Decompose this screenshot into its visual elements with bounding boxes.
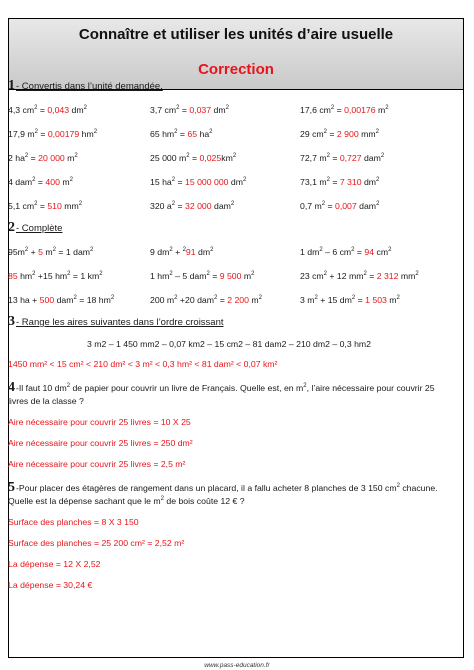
section-3-number: 3 bbox=[8, 314, 15, 329]
term: dam bbox=[54, 295, 74, 305]
equals-sign: = bbox=[37, 105, 48, 115]
conversion-item bbox=[300, 177, 450, 187]
given-value: 4,3 cm bbox=[8, 105, 35, 115]
superscript-2: 2 bbox=[169, 247, 173, 254]
target-unit: m bbox=[59, 177, 70, 187]
superscript-2: 2 bbox=[225, 105, 229, 112]
answer-value: 0,025 bbox=[199, 153, 222, 163]
superscript-2: 2 bbox=[258, 295, 262, 302]
exercise-row bbox=[8, 170, 450, 194]
equals-sign: = bbox=[329, 153, 340, 163]
exercise-row bbox=[8, 194, 450, 218]
answer-value: 0,00179 bbox=[47, 129, 80, 139]
term: cm bbox=[374, 247, 389, 257]
answer-value: 400 bbox=[45, 177, 60, 187]
superscript-2: 2 bbox=[32, 271, 36, 278]
exercise-row bbox=[8, 98, 450, 122]
term: m bbox=[248, 295, 259, 305]
target-unit: dm bbox=[228, 177, 243, 187]
term: – 5 dam bbox=[172, 271, 207, 281]
superscript-2: 2 bbox=[351, 295, 356, 302]
section-2-title bbox=[8, 220, 450, 240]
section-5-text-part1: -Pour placer des étagères de rangement dans un placard, il a fallu acheter 8 planches de 3 150 cm bbox=[16, 483, 397, 493]
conversion-item bbox=[8, 177, 150, 187]
given-value: 17,9 m bbox=[8, 129, 35, 139]
target-unit: km bbox=[221, 153, 233, 163]
given-value: 72,7 m bbox=[300, 153, 327, 163]
equals-sign: = bbox=[325, 201, 335, 211]
equals-sign: = bbox=[37, 201, 48, 211]
completion-item bbox=[150, 295, 300, 305]
term: +15 hm bbox=[35, 271, 68, 281]
term: mm bbox=[398, 271, 416, 281]
term: + bbox=[172, 247, 183, 257]
superscript-2: 2 bbox=[171, 177, 176, 184]
section-1-label: - Convertis dans l’unité demandée. bbox=[16, 81, 163, 92]
given-value: 15 ha bbox=[150, 177, 172, 187]
section-2-number: 2 bbox=[8, 220, 15, 235]
term: m bbox=[43, 247, 53, 257]
answer-value: 0,043 bbox=[47, 105, 70, 115]
section-5-text-part3: de bois coûte 12 € ? bbox=[163, 496, 245, 506]
answer-line: Surface des planches = 8 X 3 150 bbox=[8, 517, 139, 527]
conversion-item bbox=[150, 201, 300, 211]
term: = 18 hm bbox=[76, 295, 111, 305]
section-4-answers bbox=[8, 412, 450, 475]
superscript-2: 2 bbox=[385, 105, 389, 112]
conversion-item bbox=[150, 105, 300, 115]
section-3-label: - Range les aires suivantes dans l’ordre croissant bbox=[16, 317, 224, 328]
answer-line: Aire nécessaire pour couvrir 25 livres = 250 dm² bbox=[8, 438, 193, 448]
superscript-2: 2 bbox=[330, 105, 335, 112]
conversion-item bbox=[300, 129, 450, 139]
superscript-2: 2 bbox=[186, 153, 190, 160]
superscript-2: 2 bbox=[176, 105, 180, 112]
answer-value: 32 000 bbox=[185, 201, 212, 211]
equals-sign: = bbox=[175, 201, 185, 211]
target-unit: dam bbox=[211, 201, 231, 211]
answer-value: 65 bbox=[187, 129, 198, 139]
equals-sign: = bbox=[35, 177, 46, 187]
exercise-row bbox=[8, 146, 450, 170]
term: = 1 dam bbox=[56, 247, 91, 257]
conversion-item bbox=[8, 153, 150, 163]
term: 9 dm bbox=[150, 247, 170, 257]
section-3-list: 3 m2 – 1 450 mm2 – 0,07 km2 – 15 cm2 – 81 dam2 – 210 dm2 – 0,3 hm2 bbox=[87, 339, 371, 349]
completion-item bbox=[150, 271, 300, 281]
given-value: 17,6 cm bbox=[300, 105, 331, 115]
term: + 15 dm bbox=[317, 295, 352, 305]
section-2-label: - Complète bbox=[16, 223, 63, 234]
equals-sign: = bbox=[177, 129, 188, 139]
term: dm bbox=[195, 247, 211, 257]
given-value: 0,7 m bbox=[300, 201, 322, 211]
term: = bbox=[355, 295, 366, 305]
answer-value: 0,037 bbox=[189, 105, 212, 115]
answer-value: 0,007 bbox=[334, 201, 357, 211]
completion-item bbox=[300, 247, 450, 257]
superscript-2: 2 bbox=[182, 247, 186, 254]
superscript-2: 2 bbox=[34, 201, 38, 208]
target-unit: ha bbox=[197, 129, 210, 139]
answer-value: 0,727 bbox=[339, 153, 362, 163]
term: 95m bbox=[8, 247, 25, 257]
term: hm bbox=[17, 271, 33, 281]
answer-value: 85 bbox=[8, 271, 18, 281]
equals-sign: = bbox=[334, 105, 345, 115]
superscript-2: 2 bbox=[174, 129, 178, 136]
superscript-2: 2 bbox=[351, 247, 355, 254]
answer-value: 1 503 bbox=[365, 295, 387, 305]
term: m bbox=[241, 271, 252, 281]
answer-value: 9 500 bbox=[219, 271, 242, 281]
superscript-2: 2 bbox=[319, 247, 323, 254]
section-4-question bbox=[8, 381, 450, 408]
superscript-2: 2 bbox=[206, 271, 210, 278]
superscript-2: 2 bbox=[99, 271, 103, 278]
superscript-2: 2 bbox=[415, 271, 419, 278]
term: + bbox=[28, 247, 39, 257]
conversion-item bbox=[150, 129, 300, 139]
answer-value: 500 bbox=[39, 295, 55, 305]
superscript-2: 2 bbox=[90, 247, 94, 254]
exercise-row bbox=[8, 264, 450, 288]
target-unit: m bbox=[375, 105, 386, 115]
completion-item bbox=[8, 247, 150, 257]
superscript-2: 2 bbox=[396, 483, 400, 490]
completion-item bbox=[8, 271, 150, 281]
term: + 12 mm bbox=[327, 271, 364, 281]
superscript-2: 2 bbox=[83, 105, 87, 112]
superscript-2: 2 bbox=[251, 271, 255, 278]
equals-sign: = bbox=[179, 105, 190, 115]
section-4-text-part3: , l’aire nécessaire pour couvrir 25 livres de la classe ? bbox=[8, 383, 435, 406]
equals-sign: = bbox=[37, 129, 48, 139]
term: 1 hm bbox=[150, 271, 170, 281]
equals-sign: = bbox=[28, 153, 39, 163]
target-unit: mm bbox=[358, 129, 376, 139]
superscript-2: 2 bbox=[303, 383, 307, 390]
target-unit: dam bbox=[356, 201, 377, 211]
section-3-answer: 1450 mm² < 15 cm² < 210 dm² < 3 m² < 0,3 hm² < 81 dam² < 0,07 km² bbox=[8, 359, 278, 369]
superscript-2: 2 bbox=[160, 496, 164, 503]
superscript-2: 2 bbox=[242, 177, 247, 184]
equals-sign: = bbox=[175, 177, 185, 187]
superscript-2: 2 bbox=[323, 271, 328, 278]
answer-line: Aire nécessaire pour couvrir 25 livres = 10 X 25 bbox=[8, 417, 191, 427]
section-5-question bbox=[8, 481, 450, 508]
target-unit: dm bbox=[69, 105, 84, 115]
given-value: 4 dam bbox=[8, 177, 33, 187]
target-unit: dam bbox=[361, 153, 381, 163]
answer-value: 20 000 bbox=[38, 153, 65, 163]
superscript-2: 2 bbox=[34, 105, 38, 112]
superscript-2: 2 bbox=[67, 271, 71, 278]
given-value: 29 cm bbox=[300, 129, 324, 139]
section-5-answers bbox=[8, 512, 450, 596]
footer-url: www.pass-education.fr bbox=[204, 662, 270, 669]
superscript-2: 2 bbox=[363, 271, 367, 278]
worksheet-content bbox=[8, 78, 450, 596]
term: = bbox=[209, 271, 220, 281]
term: 1 dm bbox=[300, 247, 320, 257]
superscript-2: 2 bbox=[210, 247, 214, 254]
superscript-2: 2 bbox=[375, 129, 379, 136]
term: = bbox=[217, 295, 228, 305]
equals-sign: = bbox=[327, 129, 337, 139]
answer-line: Aire nécessaire pour couvrir 25 livres = 2,5 m² bbox=[8, 459, 186, 469]
answer-value: 2 200 bbox=[227, 295, 249, 305]
given-value: 65 hm bbox=[150, 129, 175, 139]
superscript-2: 2 bbox=[24, 247, 29, 254]
superscript-2: 2 bbox=[74, 153, 78, 160]
answer-line: La dépense = 30,24 € bbox=[8, 580, 93, 590]
exercise-row bbox=[8, 240, 450, 264]
conversion-item bbox=[300, 153, 450, 163]
superscript-2: 2 bbox=[321, 201, 326, 208]
target-unit: dm bbox=[211, 105, 226, 115]
term: 3 m bbox=[300, 295, 315, 305]
superscript-2: 2 bbox=[376, 177, 380, 184]
superscript-2: 2 bbox=[171, 201, 176, 208]
conversion-item bbox=[150, 153, 300, 163]
answer-value: 510 bbox=[47, 201, 62, 211]
superscript-2: 2 bbox=[314, 295, 318, 302]
superscript-2: 2 bbox=[169, 271, 173, 278]
exercise-row bbox=[8, 288, 450, 312]
term: 23 cm bbox=[300, 271, 324, 281]
answer-value: 91 bbox=[185, 247, 196, 257]
conversion-item bbox=[8, 105, 150, 115]
superscript-2: 2 bbox=[326, 153, 330, 160]
superscript-2: 2 bbox=[380, 153, 385, 160]
superscript-2: 2 bbox=[32, 177, 36, 184]
superscript-2: 2 bbox=[66, 383, 71, 390]
superscript-2: 2 bbox=[69, 177, 73, 184]
given-value: 73,1 m bbox=[300, 177, 327, 187]
answer-value: 2 900 bbox=[336, 129, 359, 139]
section-4-number: 4 bbox=[8, 380, 15, 395]
section-4-text-part1: -Il faut 10 dm bbox=[16, 383, 67, 393]
superscript-2: 2 bbox=[388, 247, 392, 254]
superscript-2: 2 bbox=[213, 295, 218, 302]
target-unit: dm bbox=[361, 177, 377, 187]
superscript-2: 2 bbox=[326, 177, 330, 184]
completion-item bbox=[8, 295, 150, 305]
section-2-exercises bbox=[8, 240, 450, 312]
term: = 1 km bbox=[70, 271, 100, 281]
superscript-2: 2 bbox=[93, 129, 98, 136]
section-4-text-part2: de papier pour couvrir un livre de Français. Quelle est, en m bbox=[70, 383, 304, 393]
superscript-2: 2 bbox=[209, 129, 213, 136]
answer-value: 94 bbox=[364, 247, 375, 257]
answer-line: Surface des planches = 25 200 cm² = 2,52 m² bbox=[8, 538, 185, 548]
given-value: 320 a bbox=[150, 201, 172, 211]
target-unit: m bbox=[64, 153, 75, 163]
target-unit: mm bbox=[61, 201, 79, 211]
equals-sign: = bbox=[189, 153, 200, 163]
superscript-2: 2 bbox=[174, 295, 178, 302]
answer-value: 0,00176 bbox=[344, 105, 376, 115]
superscript-2: 2 bbox=[52, 247, 56, 254]
conversion-item bbox=[8, 129, 150, 139]
term: = bbox=[366, 271, 377, 281]
completion-item bbox=[150, 247, 300, 257]
conversion-item bbox=[150, 177, 300, 187]
superscript-2: 2 bbox=[230, 201, 235, 208]
given-value: 2 ha bbox=[8, 153, 25, 163]
section-1-exercises bbox=[8, 98, 450, 218]
answer-value: 2 312 bbox=[376, 271, 399, 281]
given-value: 25 000 m bbox=[150, 153, 187, 163]
page-subtitle: Correction bbox=[198, 61, 274, 78]
superscript-2: 2 bbox=[110, 295, 115, 302]
term: m bbox=[386, 295, 397, 305]
exercise-row bbox=[8, 122, 450, 146]
section-3-title bbox=[8, 314, 450, 334]
term: 200 m bbox=[150, 295, 175, 305]
superscript-2: 2 bbox=[232, 153, 237, 160]
answer-value: 7 310 bbox=[339, 177, 362, 187]
superscript-2: 2 bbox=[24, 153, 29, 160]
conversion-item bbox=[8, 201, 150, 211]
superscript-2: 2 bbox=[78, 201, 83, 208]
equals-sign: = bbox=[329, 177, 340, 187]
conversion-item bbox=[300, 201, 450, 211]
section-1-title bbox=[8, 78, 450, 98]
page-title: Connaître et utiliser les unités d’aire usuelle bbox=[78, 26, 394, 43]
answer-line: La dépense = 12 X 2,52 bbox=[8, 559, 101, 569]
superscript-2: 2 bbox=[323, 129, 328, 136]
term: = bbox=[354, 247, 365, 257]
term: 13 ha + bbox=[8, 295, 40, 305]
superscript-2: 2 bbox=[396, 295, 400, 302]
term: +20 dam bbox=[177, 295, 214, 305]
superscript-2: 2 bbox=[73, 295, 77, 302]
completion-item bbox=[300, 271, 450, 281]
answer-value: 5 bbox=[38, 247, 43, 257]
target-unit: hm bbox=[79, 129, 94, 139]
section-1-number: 1 bbox=[8, 78, 15, 93]
conversion-item bbox=[300, 105, 450, 115]
answer-value: 15 000 000 bbox=[185, 177, 229, 187]
completion-item bbox=[300, 295, 450, 305]
superscript-2: 2 bbox=[34, 129, 38, 136]
section-5-text-part2: chacune. Quelle est la dépense sachant que le m bbox=[8, 483, 438, 506]
term: – 6 cm bbox=[322, 247, 352, 257]
section-5-number: 5 bbox=[8, 480, 15, 495]
given-value: 3,7 cm bbox=[150, 105, 177, 115]
superscript-2: 2 bbox=[376, 201, 380, 208]
given-value: 5,1 cm bbox=[8, 201, 35, 211]
